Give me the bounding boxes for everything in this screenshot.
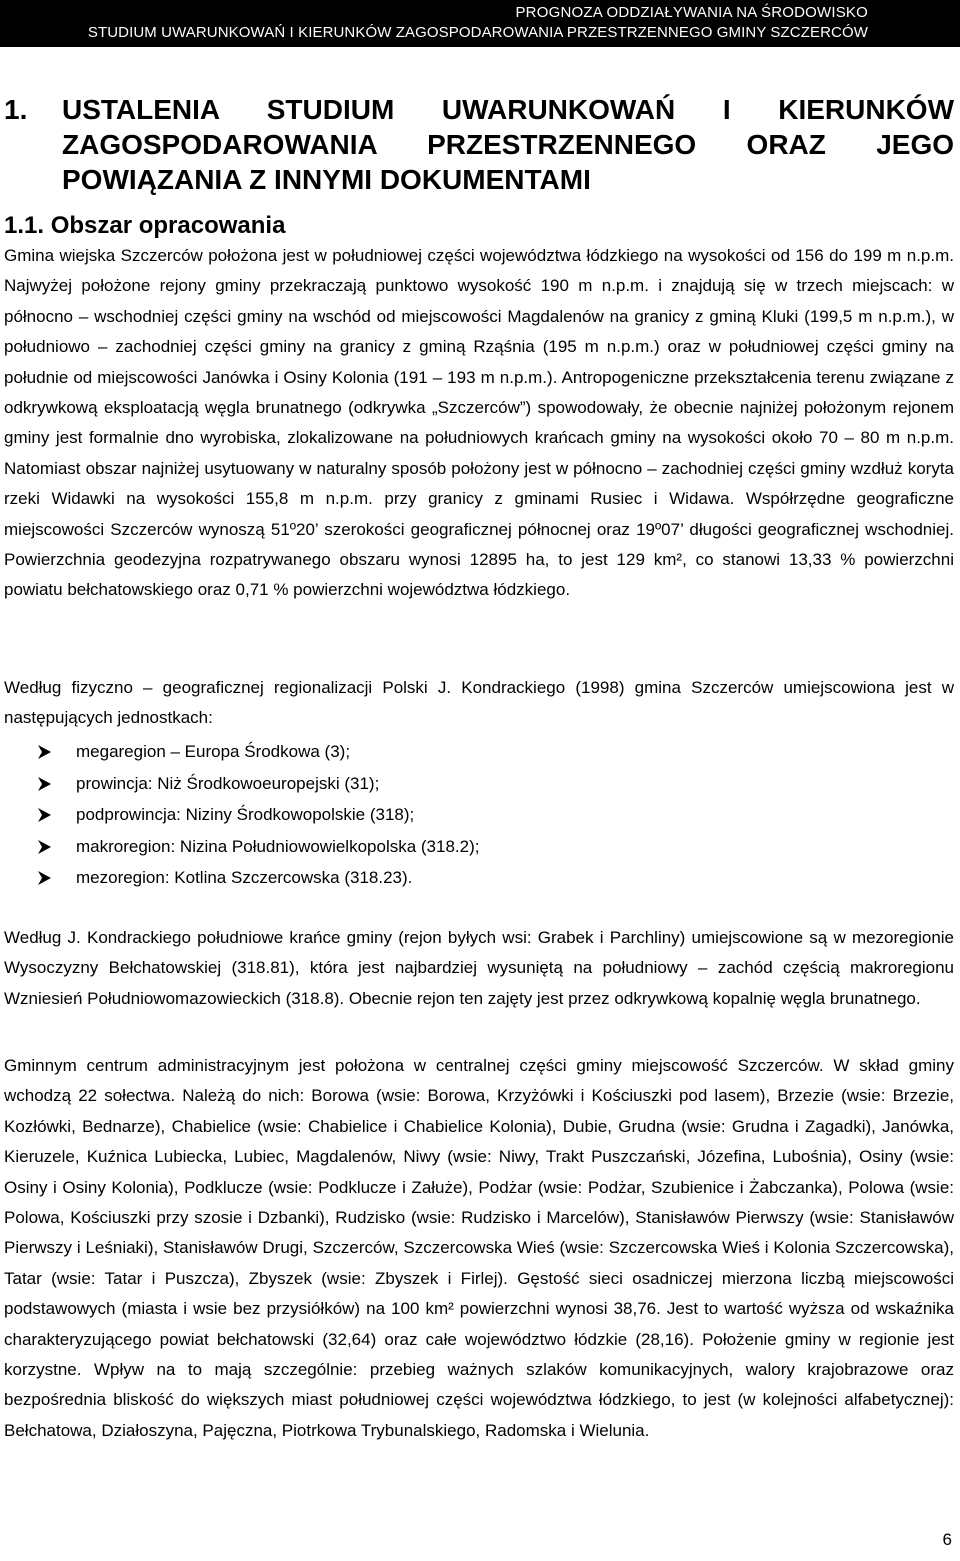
section-title: 1.1. Obszar opracowania — [4, 212, 286, 239]
list-item — [36, 736, 479, 768]
chapter-number: 1. — [4, 94, 28, 125]
paragraph-regionalization-intro: Według fizyczno – geograficznej regionalizacji Polski J. Kondrackiego (1998) gmina Szczerców umiejscowiona jest w następujących jednostkach: — [4, 678, 954, 728]
list-item — [36, 799, 479, 831]
arrowhead-icon — [36, 776, 52, 792]
chapter-title-text: USTALENIA STUDIUM UWARUNKOWAŃ I KIERUNKÓW ZAGOSPODAROWANIA PRZESTRZENNEGO ORAZ JEGO POWIĄZANIA Z INNYMI DOKUMENTAMI — [62, 94, 954, 195]
list-item-text: mezoregion: Kotlina Szczercowska (318.23). — [76, 868, 413, 887]
list-item — [36, 831, 479, 863]
paragraph-location: Gmina wiejska Szczerców położona jest w południowej części województwa łódzkiego na wysokości od 156 do 199 m n.p.m. Najwyżej położone rejony gminy przekraczają punktowo wysokość 190 m n.p.m. i znajdują się w trzech miejscach: w północno – wschodniej części gminy na wschód od miejscowości Magdalenów na granicy z gminą Kluki (199,5 m n.p.m.), w południowo – zachodniej części gminy na granicy z gminą Rząśnia (195 m n.p.m.) oraz w południowej części gminy na południe od miejscowości Janówka i Osiny Kolonia (191 – 193 m n.p.m.). Antropogeniczne przekształcenia terenu związane z odkrywkową eksploatacją węgla brunatnego (odkrywka „Szczerców”) spowodowały, że obecnie najniżej położonym rejonem gminy jest formalnie dno wyrobiska, zlokalizowane na południowych krańcach gminy na wysokości około 70 – 80 m n.p.m. Natomiast obszar najniżej usytuowany w naturalny sposób położony jest w północno – zachodniej części gminy wzdłuż koryta rzeki Widawki na wysokości 155,8 m n.p.m. przy granicy z gminami Rusiec i Widawa. Współrzędne geograficzne miejscowości Szczerców wynoszą 51º20’ szerokości geograficznej północnej oraz 19º07’ długości geograficznej wschodniej. Powierzchnia geodezyjna rozpatrywanego obszaru wynosi 12895 ha, to jest 129 km², co stanowi 13,33 % powierzchni powiatu bełchatowskiego oraz 0,71 % powierzchni województwa łódzkiego. — [4, 246, 954, 600]
running-header — [0, 0, 960, 47]
arrowhead-icon — [36, 839, 52, 855]
header-line-1: PROGNOZA ODDZIAŁYWANIA NA ŚRODOWISKO — [515, 4, 868, 21]
list-item — [36, 768, 479, 800]
list-item-text: megaregion – Europa Środkowa (3); — [76, 742, 351, 761]
list-item-text: makroregion: Nizina Południowowielkopolska (318.2); — [76, 836, 480, 856]
list-item-text: prowincja: Niż Środkowoeuropejski (31); — [76, 773, 380, 793]
header-line-2: STUDIUM UWARUNKOWAŃ I KIERUNKÓW ZAGOSPODAROWANIA PRZESTRZENNEGO GMINY SZCZERCÓW — [87, 24, 868, 41]
list-item-text: podprowincja: Niziny Środkowopolskie (318); — [76, 805, 415, 824]
region-list — [36, 736, 479, 894]
paragraph-kondracki: Według J. Kondrackiego południowe krańce gminy (rejon byłych wsi: Grabek i Parchliny) umiejscowione są w mezoregionie Wysoczyzny Bełchatowskiej (318.81), która jest najbardziej wysuniętą na południowy – zachód częścią makroregionu Wzniesień Południowomazowieckich (318.8). Obecnie rejon ten zajęty jest przez odkrywkową kopalnię węgla brunatnego. — [4, 928, 954, 1008]
arrowhead-icon — [36, 744, 52, 760]
arrowhead-icon — [36, 870, 52, 886]
list-item — [36, 862, 479, 894]
page-number: 6 — [942, 1530, 952, 1549]
arrowhead-icon — [36, 807, 52, 823]
paragraph-administrative: Gminnym centrum administracyjnym jest położona w centralnej części gminy miejscowość Szczerców. W skład gminy wchodzą 22 sołectwa. Należą do nich: Borowa (wsie: Borowa, Krzyżówki i Kościuszki pod lasem), Brzezie (wsie: Brzezie, Kozłówki, Bednarze), Chabielice (wsie: Chabielice i Chabielice Kolonia), Dubie, Grudna (wsie: Grudna i Zagadki), Janówka, Kieruzele, Kuźnica Lubiecka, Lubiec, Magdalenów, Niwy (wsie: Niwy, Trakt Puszczański, Józefina, Lubośnia), Osiny (wsie: Osiny i Osiny Kolonia), Podklucze (wsie: Podklucze i Załuże), Podżar (wsie: Podżar, Szubienice i Żabczanka), Polowa (wsie: Polowa, Kościuszki przy szosie i Dzbanki), Rudzisko (wsie: Rudzisko i Marcelów), Stanisławów Pierwszy (wsie: Stanisławów Pierwszy i Leśniaki), Stanisławów Drugi, Szczerców, Szczercowska Wieś (wsie: Szczercowska Wieś i Kolonia Szczercowska), Tatar (wsie: Tatar i Puszcza), Zbyszek (wsie: Zbyszek i Firlej). Gęstość sieci osadniczej mierzona liczbą miejscowości podstawowych (miasta i wsie bez przysiółków) na 100 km² powierzchni wynosi 38,76. Jest to wartość wyższa od wskaźnika charakteryzującego powiat bełchatowski (32,64) oraz całe województwo łódzkie (28,16). Położenie gminy w regionie jest korzystne. Wpływ na to mają szczególnie: przebieg ważnych szlaków komunikacyjnych, walory krajobrazowe oraz bezpośrednia bliskość do większych miast południowej części województwa łódzkiego, to jest (w kolejności alfabetycznej): Bełchatowa, Działoszyna, Pajęczna, Piotrkowa Trybunalskiego, Radomska i Wielunia. — [4, 1056, 954, 1440]
